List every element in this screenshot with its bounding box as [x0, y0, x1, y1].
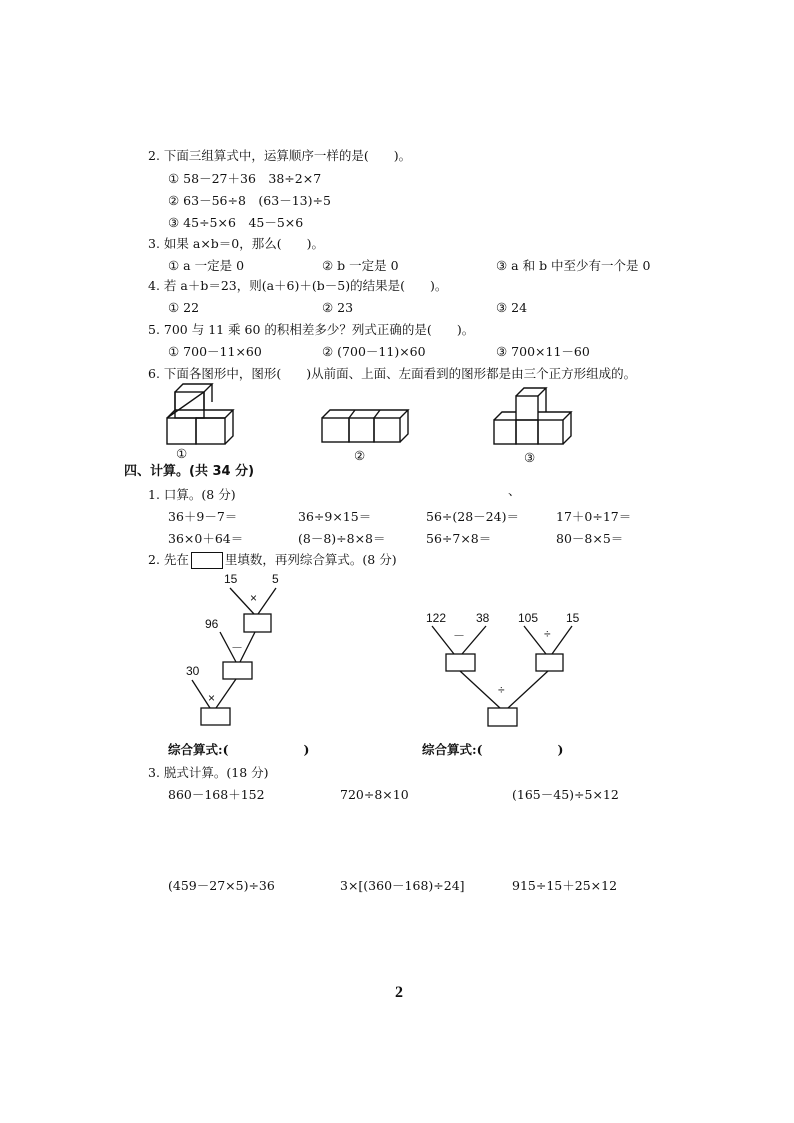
tree1-op-2: －: [231, 641, 244, 655]
p3-r2-c3: 915÷15＋25×12: [512, 878, 618, 893]
tree2-box-3: [488, 708, 517, 726]
p1-r1-c3: 56÷(28－24)＝: [426, 509, 519, 524]
tree2-op-2: ÷: [544, 627, 551, 641]
p1-r2-c4: 80－8×5＝: [556, 531, 624, 546]
q2-stem: 2. 下面三组算式中，运算顺序一样的是( )。: [148, 148, 412, 163]
p1-title: 1. 口算。(8 分): [148, 487, 236, 502]
tree1-num-15: 15: [224, 572, 238, 586]
q3-stem: 3. 如果 a×b＝0，那么( )。: [148, 236, 325, 251]
q2-option-2: ② 63－56÷8 (63－13)÷5: [168, 193, 331, 208]
q4-option-1: ① 22: [168, 300, 200, 315]
tree2-op-3: ÷: [498, 683, 505, 697]
p3-title: 3. 脱式计算。(18 分): [148, 765, 269, 780]
p1-r2-c2: (8－8)÷8×8＝: [298, 531, 386, 546]
tree2-op-1: －: [453, 629, 466, 643]
tree1-box-1: [244, 614, 271, 632]
p3-r1-c3: (165－45)÷5×12: [512, 787, 619, 802]
tree2-box-1: [446, 654, 475, 671]
p2-title-pre: 2. 先在: [148, 552, 189, 567]
p1-r2-c1: 36×0＋64＝: [168, 531, 244, 546]
p2-title-post: 里填数，再列综合算式。(8 分): [224, 552, 397, 567]
section4-title: 四、计算。(共 34 分): [124, 464, 255, 479]
q4-option-3: ③ 24: [496, 300, 528, 315]
tree2-num-15: 15: [566, 611, 580, 625]
q6-label-2: ②: [354, 448, 366, 463]
q2-option-1: ① 58－27＋36 38÷2×7: [168, 171, 322, 186]
tree1-box-3: [201, 708, 230, 725]
p1-r1-c2: 36÷9×15＝: [298, 509, 372, 524]
q4-option-2: ② 23: [322, 300, 354, 315]
p3-r2-c1: (459－27×5)÷36: [168, 878, 275, 893]
tree2-num-38: 38: [476, 611, 490, 625]
q5-option-1: ① 700－11×60: [168, 344, 262, 359]
q6-label-3: ③: [524, 450, 536, 465]
tree1-formula-label: 综合算式:( ): [168, 742, 310, 757]
page-number: 2: [395, 984, 403, 1001]
tree2-num-122: 122: [426, 611, 447, 625]
q2-option-3: ③ 45÷5×6 45－5×6: [168, 215, 304, 230]
q4-stem: 4. 若 a＋b＝23，则(a＋6)＋(b－5)的结果是( )。: [148, 278, 448, 293]
tree2-num-105: 105: [518, 611, 539, 625]
p1-r1-c1: 36＋9－7＝: [168, 509, 238, 524]
p3-r1-c1: 860－168＋152: [168, 787, 265, 802]
q6-stem: 6. 下面各图形中，图形( )从前面、上面、左面看到的图形都是由三个正方形组成的。: [148, 366, 637, 381]
p1-r1-c4: 17＋0÷17＝: [556, 509, 632, 524]
p1-mark: 、: [508, 483, 521, 498]
p3-r1-c2: 720÷8×10: [340, 787, 409, 802]
tree1-op-1: ×: [250, 591, 258, 605]
tree1-num-96: 96: [205, 617, 219, 631]
q6-label-1: ①: [176, 446, 188, 461]
tree2-formula-label: 综合算式:( ): [422, 742, 564, 757]
q5-option-2: ② (700－11)×60: [322, 344, 426, 359]
tree1-op-3: ×: [208, 691, 216, 705]
tree1-num-30: 30: [186, 664, 200, 678]
tree1-box-2: [223, 662, 252, 679]
q3-option-2: ② b 一定是 0: [322, 258, 399, 273]
q3-option-3: ③ a 和 b 中至少有一个是 0: [496, 258, 651, 273]
q3-option-1: ① a 一定是 0: [168, 258, 245, 273]
q5-stem: 5. 700 与 11 乘 60 的积相差多少？列式正确的是( )。: [148, 322, 475, 337]
p1-r2-c3: 56÷7×8＝: [426, 531, 492, 546]
q5-option-3: ③ 700×11－60: [496, 344, 590, 359]
tree1-num-5: 5: [272, 572, 279, 586]
tree2-box-2: [536, 654, 563, 671]
p3-r2-c2: 3×[(360－168)÷24]: [340, 878, 465, 893]
